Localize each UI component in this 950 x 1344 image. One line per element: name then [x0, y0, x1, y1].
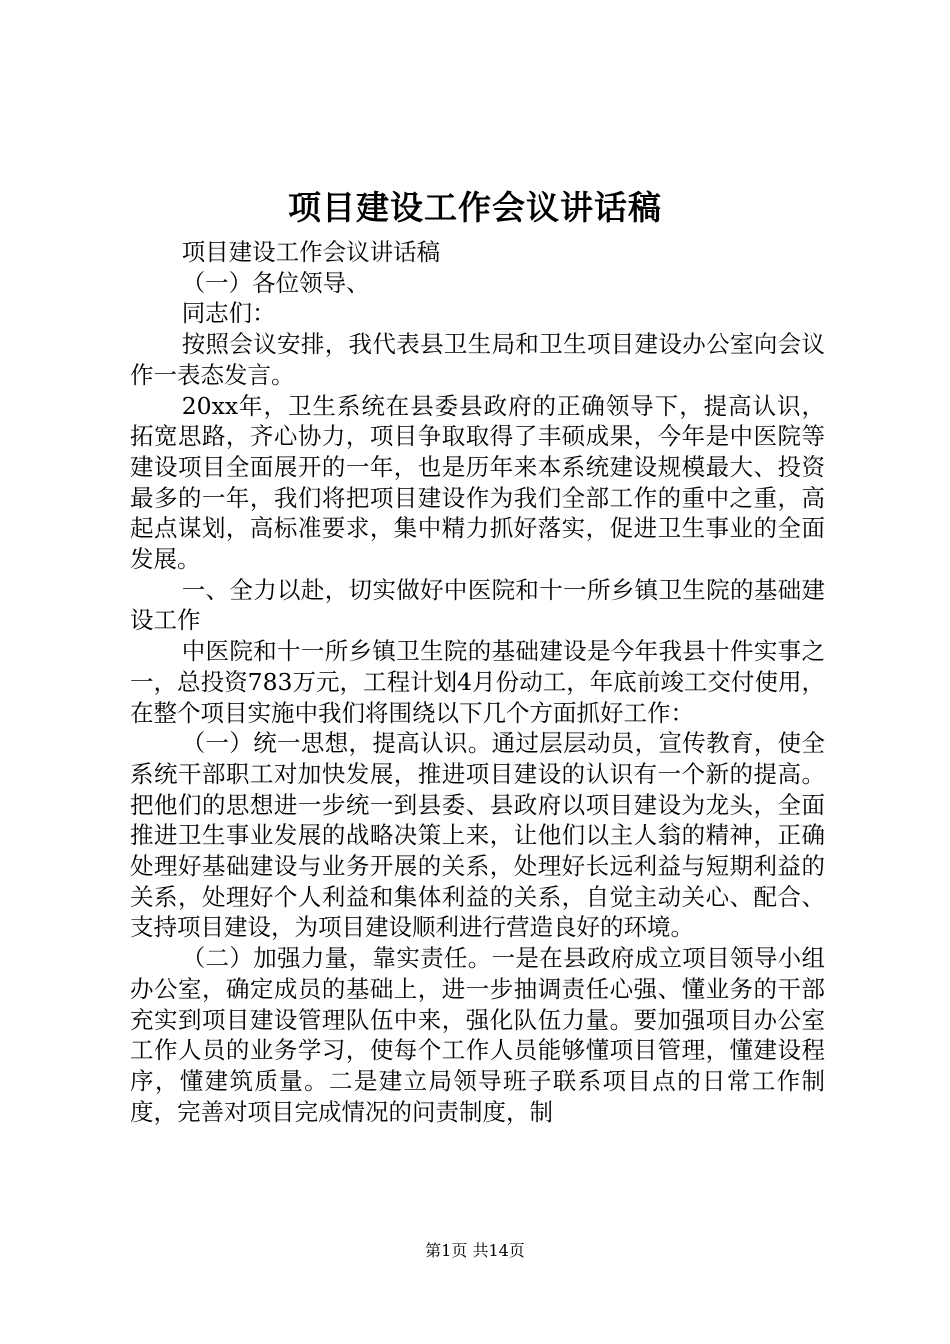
section-heading-1: 一、全力以赴，切实做好中医院和十一所乡镇卫生院的基础建设工作	[130, 575, 825, 635]
paragraph-point-2: （二）加强力量，靠实责任。一是在县政府成立项目领导小组办公室，确定成员的基础上，进一步抽调责任心强、懂业务的干部充实到项目建设管理队伍中来，强化队伍力量。要加强项目办公室工作人员的业务学习，使每个工作人员能够懂项目管理，懂建设程序，懂建筑质量。二是建立局领导班子联系项目点的日常工作制度，完善对项目完成情况的问责制度，制	[130, 944, 825, 1126]
paragraph-overview: 20xx年，卫生系统在县委县政府的正确领导下，提高认识，拓宽思路，齐心协力，项目争取取得了丰硕成果，今年是中医院等建设项目全面展开的一年，也是历年来本系统建设规模最大、投资最多的一年，我们将把项目建设作为我们全部工作的重中之重，高起点谋划，高标准要求，集中精力抓好落实，促进卫生事业的全面发展。	[130, 391, 825, 574]
paragraph-intro: 按照会议安排，我代表县卫生局和卫生项目建设办公室向会议作一表态发言。	[130, 330, 825, 389]
paragraph-salutation-2: 同志们：	[181, 299, 276, 328]
paragraph-point-1: （一）统一思想，提高认识。通过层层动员，宣传教育，使全系统干部职工对加快发展，推进项目建设的认识有一个新的提高。把他们的思想进一步统一到县委、县政府以项目建设为龙头，全面推进卫生事业发展的战略决策上来，让他们以主人翁的精神，正确处理好基础建设与业务开展的关系，处理好长远利益与短期利益的关系，处理好个人利益和集体利益的关系，自觉主动关心、配合、支持项目建设，为项目建设顺利进行营造良好的环境。	[130, 729, 825, 942]
paragraph-salutation-1: （一）各位领导、	[181, 268, 370, 297]
paragraph-section-1-intro: 中医院和十一所乡镇卫生院的基础建设是今年我县十件实事之一，总投资783万元，工程计划4月份动工，年底前竣工交付使用，在整个项目实施中我们将围绕以下几个方面抓好工作：	[130, 637, 825, 727]
document-title: 项目建设工作会议讲话稿	[288, 188, 662, 227]
page-footer: 第1页 共14页	[425, 1241, 525, 1260]
paragraph-subtitle: 项目建设工作会议讲话稿	[181, 238, 441, 266]
document-body	[130, 237, 825, 1127]
